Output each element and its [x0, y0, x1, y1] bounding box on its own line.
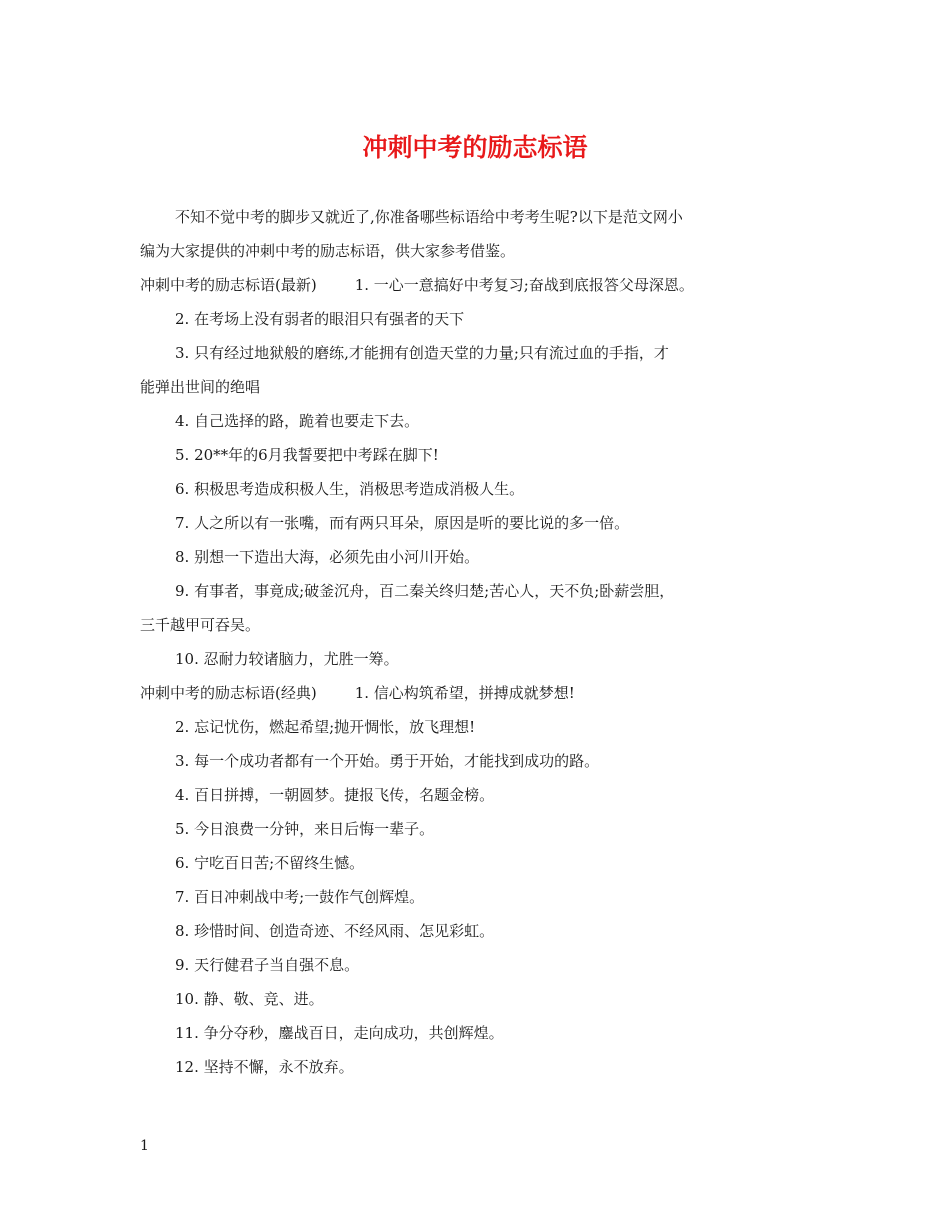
- list-item-continuation: 能弹出世间的绝唱: [140, 378, 261, 396]
- list-item: 1. 一心一意搞好中考复习;奋战到底报答父母深恩。: [354, 276, 694, 294]
- section-heading: 冲刺中考的励志标语(最新): [140, 276, 317, 294]
- list-item-continuation: 三千越甲可吞吴。: [140, 616, 261, 634]
- list-item: 2. 在考场上没有弱者的眼泪只有强者的天下: [175, 310, 465, 328]
- list-item: 6. 宁吃百日苦;不留终生憾。: [175, 854, 365, 872]
- list-item: 10. 忍耐力较诸脑力，尤胜一筹。: [175, 650, 399, 668]
- list-item: 1. 信心构筑希望，拼搏成就梦想!: [354, 684, 575, 702]
- list-item: 6. 积极思考造成积极人生，消极思考造成消极人生。: [175, 480, 525, 498]
- intro-paragraph-line: 编为大家提供的冲刺中考的励志标语，供大家参考借鉴。: [140, 242, 516, 260]
- list-item: 3. 每一个成功者都有一个开始。勇于开始，才能找到成功的路。: [175, 752, 600, 770]
- list-item: 5. 20**年的6月我誓要把中考踩在脚下!: [175, 446, 439, 464]
- list-item: 9. 有事者，事竟成;破釜沉舟，百二秦关终归楚;苦心人，天不负;卧薪尝胆，: [175, 582, 675, 600]
- list-item: 5. 今日浪费一分钟，来日后悔一辈子。: [175, 820, 435, 838]
- list-item: 7. 百日冲刺战中考;一鼓作气创辉煌。: [175, 888, 425, 906]
- list-item: 11. 争分夺秒，鏖战百日，走向成功，共创辉煌。: [175, 1024, 504, 1042]
- page-title: 冲刺中考的励志标语: [362, 133, 588, 162]
- document-body: [140, 200, 830, 1084]
- intro-paragraph-line: 不知不觉中考的脚步又就近了,你准备哪些标语给中考考生呢?以下是范文网小: [175, 208, 683, 226]
- list-item: 9. 天行健君子当自强不息。: [175, 956, 360, 974]
- list-item: 7. 人之所以有一张嘴，而有两只耳朵，原因是听的要比说的多一倍。: [175, 514, 630, 532]
- section-heading-line: [140, 268, 830, 302]
- section-heading: 冲刺中考的励志标语(经典): [140, 684, 317, 702]
- list-item: 3. 只有经过地狱般的磨练,才能拥有创造天堂的力量;只有流过血的手指，才: [175, 344, 669, 362]
- list-item: 2. 忘记忧伤，燃起希望;抛开惆怅，放飞理想!: [175, 718, 476, 736]
- list-item: 10. 静、敬、竞、进。: [175, 990, 324, 1008]
- list-item: 8. 珍惜时间、创造奇迹、不经风雨、怎见彩虹。: [175, 922, 495, 940]
- list-item: 12. 坚持不懈，永不放弃。: [175, 1058, 354, 1076]
- list-item: 4. 自己选择的路，跪着也要走下去。: [175, 412, 420, 430]
- list-item: 8. 别想一下造出大海，必须先由小河川开始。: [175, 548, 480, 566]
- list-item: 4. 百日拼搏，一朝圆梦。捷报飞传，名题金榜。: [175, 786, 495, 804]
- page-number: 1: [140, 1138, 149, 1154]
- section-heading-line: [140, 676, 830, 710]
